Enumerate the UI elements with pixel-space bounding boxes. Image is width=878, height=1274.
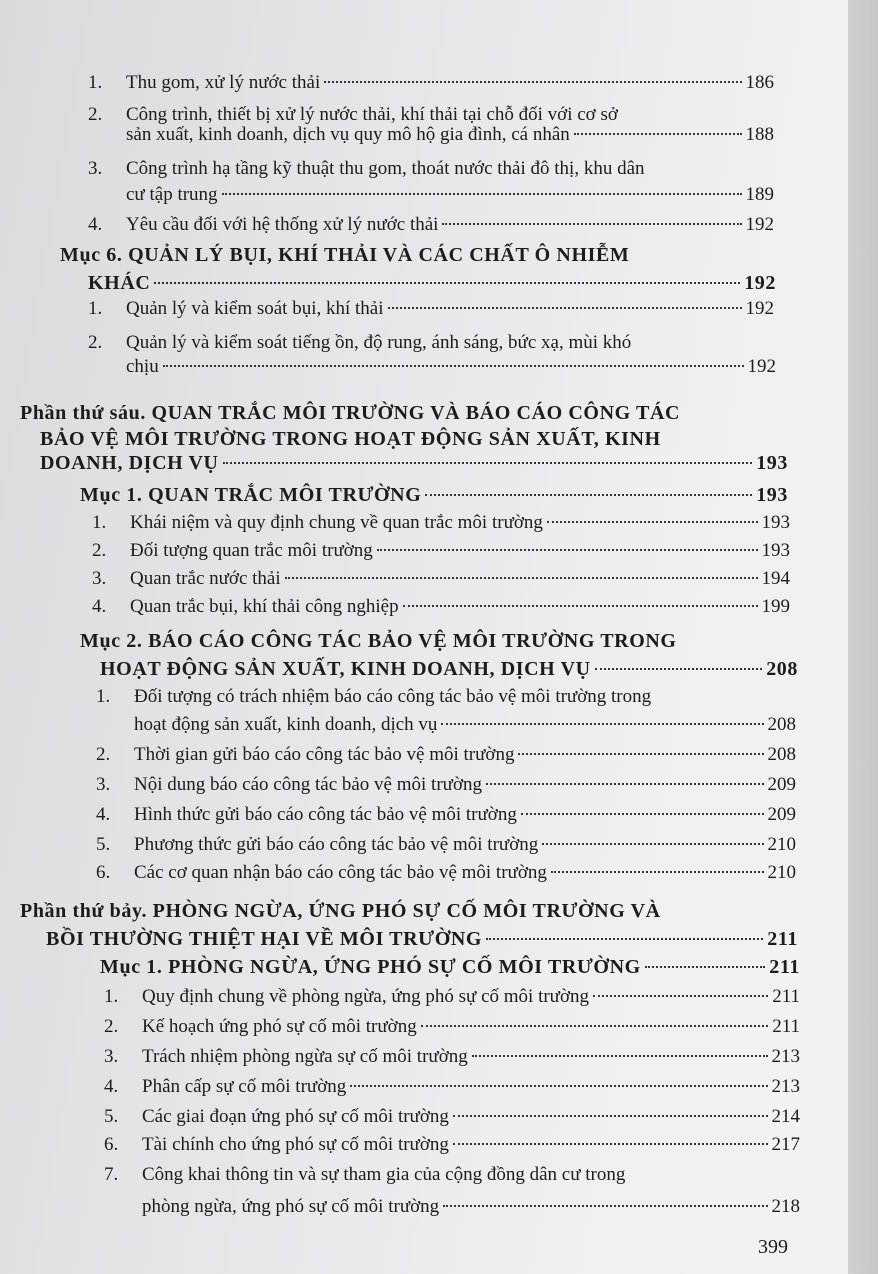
item-number: 3. <box>88 158 103 179</box>
heading-text: Mục 1. QUAN TRẮC MÔI TRƯỜNG <box>80 484 422 506</box>
dot-leader <box>421 1025 769 1027</box>
part-text: Phần thứ bảy. PHÒNG NGỪA, ỨNG PHÓ SỰ CỐ MÔI TRƯỜNG VÀ <box>20 900 661 922</box>
item-number: 1. <box>88 298 103 319</box>
item-text: Quan trắc bụi, khí thải công nghiệp <box>130 596 399 617</box>
item-text-cont: hoạt động sản xuất, kinh doanh, dịch vụ <box>134 714 438 735</box>
dot-leader <box>518 753 763 755</box>
item-text-cont: cư tập trung <box>126 184 218 205</box>
page-ref: 209 <box>767 804 796 825</box>
item-text: Hình thức gửi báo cáo công tác bảo vệ môi trường <box>134 804 517 825</box>
item-number: 7. <box>104 1164 119 1185</box>
item-number: 3. <box>92 568 107 589</box>
page-ref: 208 <box>766 658 798 680</box>
item-text: Quản lý và kiểm soát bụi, khí thải <box>126 298 384 319</box>
item-number: 1. <box>92 512 107 533</box>
dot-leader <box>593 995 768 997</box>
page-ref: 192 <box>744 272 776 294</box>
page-ref: 211 <box>767 928 798 950</box>
dot-leader <box>595 668 763 670</box>
part-text-cont: DOANH, DỊCH VỤ <box>40 452 219 474</box>
item-text-cont: sản xuất, kinh doanh, dịch vụ quy mô hộ gia đình, cá nhân <box>126 124 570 145</box>
dot-leader <box>163 365 744 367</box>
page-ref: 192 <box>747 356 776 377</box>
part-text: Phần thứ sáu. QUAN TRẮC MÔI TRƯỜNG VÀ BÁO CÁO CÔNG TÁC <box>20 402 681 424</box>
page-ref: 211 <box>769 956 800 978</box>
page-ref: 209 <box>767 774 796 795</box>
dot-leader <box>403 605 758 607</box>
dot-leader <box>574 133 742 135</box>
page-ref: 193 <box>761 512 790 533</box>
page-ref: 192 <box>745 298 774 319</box>
page-number: 399 <box>758 1236 788 1258</box>
item-text: Khái niệm và quy định chung về quan trắc môi trường <box>130 512 543 533</box>
dot-leader <box>324 81 741 83</box>
dot-leader <box>442 223 741 225</box>
page-ref: 213 <box>771 1046 800 1067</box>
dot-leader <box>453 1143 768 1145</box>
item-text: Các cơ quan nhận báo cáo công tác bảo vệ môi trường <box>134 862 547 883</box>
dot-leader <box>547 521 758 523</box>
item-number: 1. <box>88 72 103 93</box>
dot-leader <box>551 871 764 873</box>
item-number: 4. <box>104 1076 119 1097</box>
dot-leader <box>223 462 753 464</box>
dot-leader <box>441 723 763 725</box>
heading-text-cont: KHÁC <box>88 272 151 294</box>
item-number: 3. <box>104 1046 119 1067</box>
dot-leader <box>350 1085 767 1087</box>
part-text-cont: BẢO VỆ MÔI TRƯỜNG TRONG HOẠT ĐỘNG SẢN XUẤT, KINH <box>40 428 661 450</box>
page-ref: 210 <box>767 834 796 855</box>
item-number: 6. <box>96 862 111 883</box>
dot-leader <box>521 813 764 815</box>
heading-text: Mục 6. QUẢN LÝ BỤI, KHÍ THẢI VÀ CÁC CHẤT Ô NHIỄM <box>60 244 630 266</box>
dot-leader <box>486 783 763 785</box>
dot-leader <box>453 1115 768 1117</box>
item-number: 3. <box>96 774 111 795</box>
page-ref: 208 <box>767 744 796 765</box>
dot-leader <box>542 843 763 845</box>
item-text: Kế hoạch ứng phó sự cố môi trường <box>142 1016 417 1037</box>
item-text-cont: chịu <box>126 356 159 377</box>
item-text: Quản lý và kiểm soát tiếng ồn, độ rung, ánh sáng, bức xạ, mùi khó <box>126 332 632 353</box>
part-text-cont: BỒI THƯỜNG THIỆT HẠI VỀ MÔI TRƯỜNG <box>46 928 483 950</box>
page-ref: 192 <box>745 214 774 235</box>
dot-leader <box>443 1205 767 1207</box>
page-ref: 214 <box>771 1106 800 1127</box>
page-ref: 189 <box>745 184 774 205</box>
dot-leader <box>388 307 742 309</box>
page-ref: 193 <box>756 484 788 506</box>
item-number: 2. <box>88 332 103 353</box>
item-text: Phương thức gửi báo cáo công tác bảo vệ môi trường <box>134 834 539 855</box>
item-number: 4. <box>96 804 111 825</box>
item-text: Trách nhiệm phòng ngừa sự cố môi trường <box>142 1046 468 1067</box>
item-number: 2. <box>104 1016 119 1037</box>
page-ref: 188 <box>745 124 774 145</box>
item-text: Công khai thông tin và sự tham gia của cộng đồng dân cư trong <box>142 1164 626 1185</box>
item-number: 5. <box>104 1106 119 1127</box>
heading-text-cont: HOẠT ĐỘNG SẢN XUẤT, KINH DOANH, DỊCH VỤ <box>100 658 591 680</box>
page-edge <box>848 0 878 1274</box>
item-number: 2. <box>96 744 111 765</box>
item-text: Đối tượng quan trắc môi trường <box>130 540 373 561</box>
item-number: 4. <box>88 214 103 235</box>
page-ref: 218 <box>771 1196 800 1217</box>
heading-text: Mục 1. PHÒNG NGỪA, ỨNG PHÓ SỰ CỐ MÔI TRƯỜNG <box>100 956 641 978</box>
dot-leader <box>285 577 758 579</box>
page-ref: 210 <box>767 862 796 883</box>
item-number: 6. <box>104 1134 119 1155</box>
item-text: Quan trắc nước thải <box>130 568 281 589</box>
page-ref: 186 <box>745 72 774 93</box>
item-text: Tài chính cho ứng phó sự cố môi trường <box>142 1134 449 1155</box>
item-text: Đối tượng có trách nhiệm báo cáo công tác bảo vệ môi trường trong <box>134 686 652 707</box>
item-number: 1. <box>104 986 119 1007</box>
item-number: 2. <box>92 540 107 561</box>
item-text: Thu gom, xử lý nước thải <box>126 72 321 93</box>
page-ref: 193 <box>756 452 788 474</box>
page-ref: 211 <box>772 986 800 1007</box>
item-number: 4. <box>92 596 107 617</box>
item-number: 2. <box>88 104 103 125</box>
item-text: Nội dung báo cáo công tác bảo vệ môi trường <box>134 774 483 795</box>
dot-leader <box>486 938 763 940</box>
item-number: 5. <box>96 834 111 855</box>
dot-leader <box>472 1055 768 1057</box>
item-text: Quy định chung về phòng ngừa, ứng phó sự cố môi trường <box>142 986 590 1007</box>
item-number: 1. <box>96 686 111 707</box>
page-ref: 193 <box>761 540 790 561</box>
page-ref: 199 <box>761 596 790 617</box>
dot-leader <box>377 549 758 551</box>
dot-leader <box>154 282 740 284</box>
item-text: Công trình hạ tầng kỹ thuật thu gom, thoát nước thải đô thị, khu dân <box>126 158 645 179</box>
page-ref: 211 <box>772 1016 800 1037</box>
item-text: Thời gian gửi báo cáo công tác bảo vệ môi trường <box>134 744 515 765</box>
item-text-cont: phòng ngừa, ứng phó sự cố môi trường <box>142 1196 440 1217</box>
page-ref: 208 <box>767 714 796 735</box>
item-text: Phân cấp sự cố môi trường <box>142 1076 347 1097</box>
dot-leader <box>425 494 752 496</box>
page-ref: 194 <box>761 568 790 589</box>
dot-leader <box>645 966 766 968</box>
item-text: Các giai đoạn ứng phó sự cố môi trường <box>142 1106 449 1127</box>
item-text: Yêu cầu đối với hệ thống xử lý nước thải <box>126 214 439 235</box>
dot-leader <box>222 193 742 195</box>
page-ref: 213 <box>771 1076 800 1097</box>
item-text: Công trình, thiết bị xử lý nước thải, khí thải tại chỗ đối với cơ sở <box>126 104 618 125</box>
page-ref: 217 <box>771 1134 800 1155</box>
heading-text: Mục 2. BÁO CÁO CÔNG TÁC BẢO VỆ MÔI TRƯỜNG TRONG <box>80 630 677 652</box>
